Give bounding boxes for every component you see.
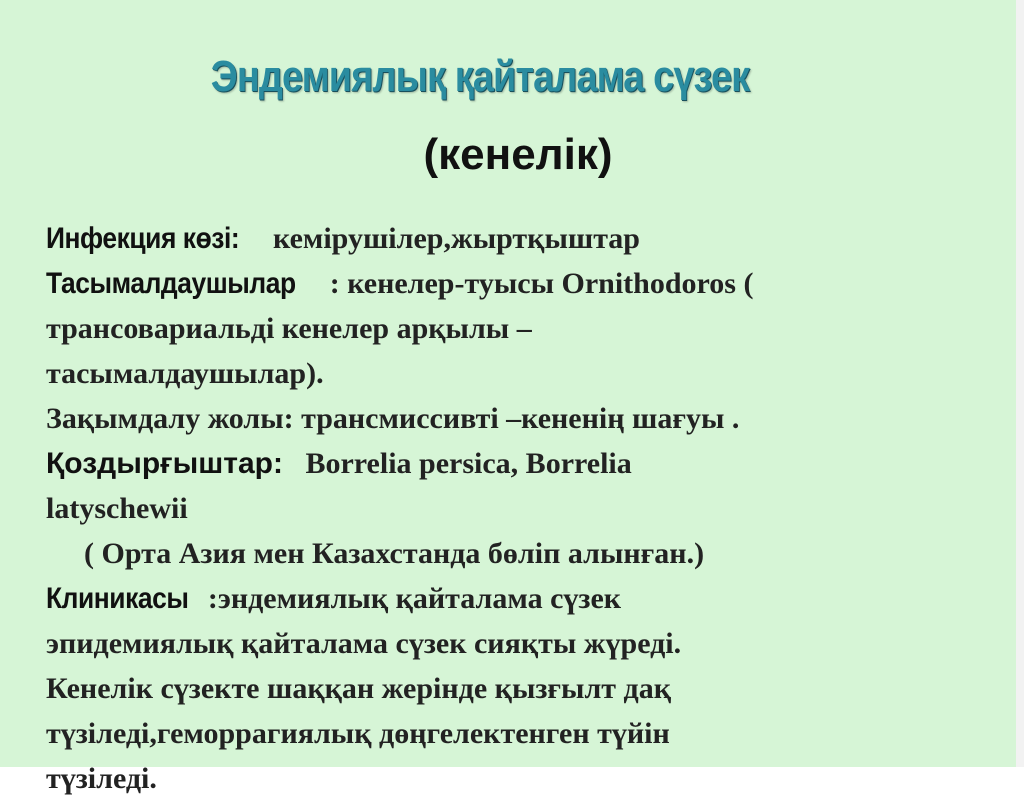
body-line-carriers xyxy=(46,261,1006,306)
slide-title: Эндемиялық қайталама сүзек xyxy=(210,52,750,101)
carriers-text: : кенелер-туысы Ornithodoros ( xyxy=(329,267,754,300)
body-line-11 xyxy=(46,666,1006,711)
body-line-13 xyxy=(46,756,1006,801)
body-line-12 xyxy=(46,711,1006,756)
body-line-8 xyxy=(46,531,1006,576)
infection-source-label xyxy=(46,216,239,261)
infection-source-label-part2: өзі: xyxy=(195,222,240,255)
pathogens-label: Қоздырғыштар: xyxy=(46,447,283,480)
infection-source-text: кемірушілер,жыртқыштар xyxy=(273,222,640,255)
pathogens-region-note: ( Орта Азия мен Казахстанда бөліп алынған.) xyxy=(84,537,705,570)
body-line-clinic xyxy=(46,576,1006,621)
transmission-text: Зақымдалу жолы: трансмиссивті –кененің шағуы . xyxy=(46,402,740,435)
slide-body xyxy=(46,216,1006,801)
clinic-text-cont4: түзіледі. xyxy=(46,762,157,795)
body-line-4 xyxy=(46,351,1006,396)
body-line-transmission xyxy=(46,396,1006,441)
infection-source-label-part1: Инфекция к xyxy=(46,222,196,255)
clinic-text-cont2: Кенелік сүзекте шаққан жерінде қызғылт дақ xyxy=(46,672,671,705)
body-line-3 xyxy=(46,306,1006,351)
clinic-text: :эндемиялық қайталама сүзек xyxy=(207,582,622,615)
clinic-text-cont3: түзіледі,геморрагиялық дөңгелектенген түйін xyxy=(46,717,670,750)
body-line-pathogens xyxy=(46,441,1006,486)
carriers-text-end: тасымалдаушылар). xyxy=(46,357,324,390)
body-line-10 xyxy=(46,621,1006,666)
pathogens-text-cont: latyschewii xyxy=(46,492,188,525)
clinic-label: Клиникасы xyxy=(46,582,189,615)
slide-subtitle: (кенелік) xyxy=(423,130,613,179)
carriers-text-cont: трансовариальді кенелер арқылы – xyxy=(46,312,532,345)
body-line-7 xyxy=(46,486,1006,531)
carriers-label: Тасымалдаушылар xyxy=(46,267,296,300)
clinic-text-cont: эпидемиялық қайталама сүзек сияқты жүреді. xyxy=(46,627,682,660)
pathogens-text: Borrelia persica, Borrelia xyxy=(305,447,632,480)
body-line-infection-source xyxy=(46,216,1006,261)
